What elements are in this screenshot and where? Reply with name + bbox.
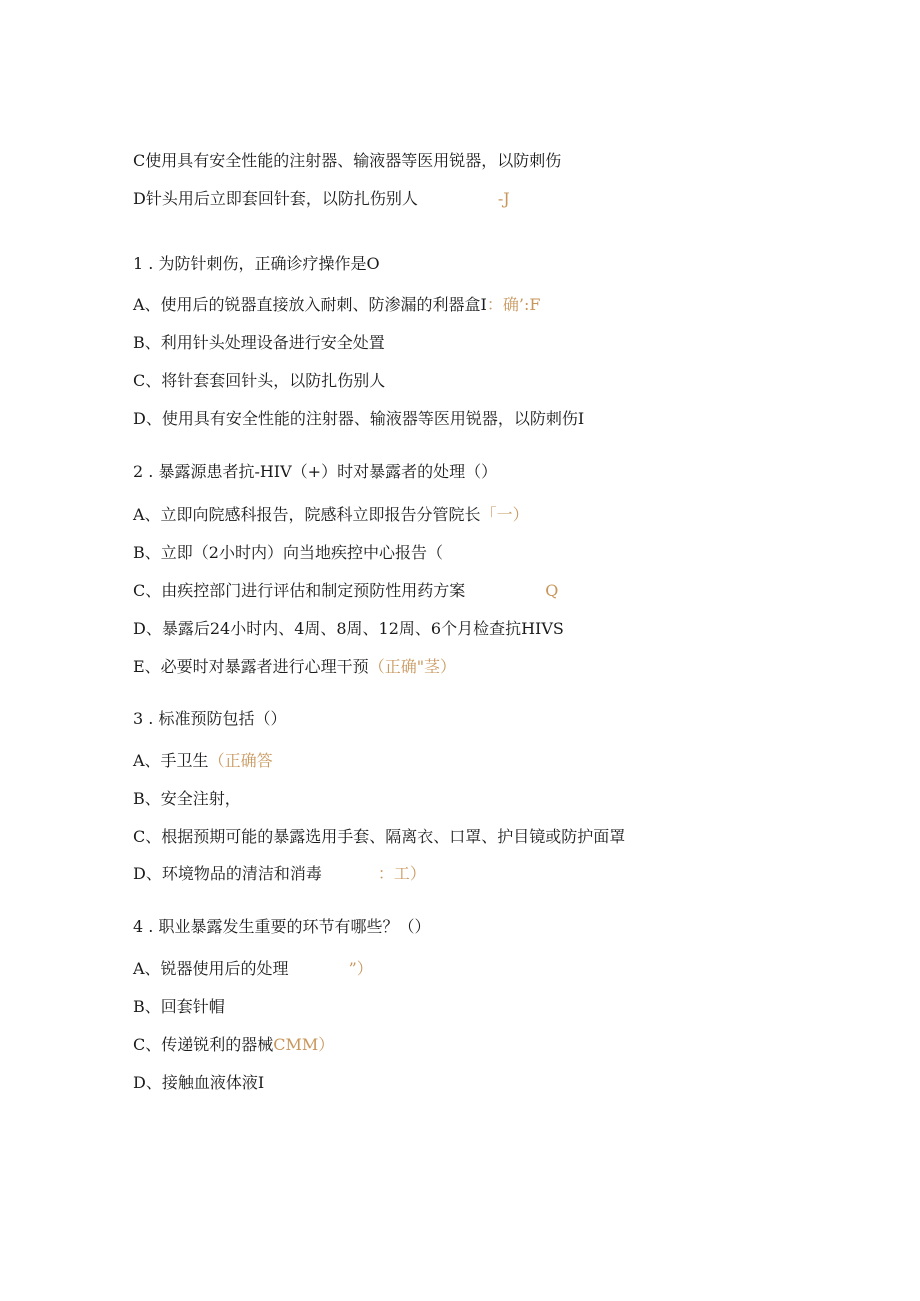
option-text: B、安全注射， <box>133 789 241 808</box>
option-text: C、传递锐利的器械 <box>133 1035 274 1054</box>
q1-option-c <box>133 371 385 391</box>
q3-option-b <box>133 789 241 809</box>
q4-option-b <box>133 997 225 1017</box>
option-text: C使用具有安全性能的注射器、输液器等医用锐器，以防刺伤 <box>133 151 562 170</box>
option-text: D、暴露后24小时内、4周、8周、12周、6个月检查抗HIVS <box>133 619 564 638</box>
handwritten-note: ”） <box>348 959 373 978</box>
q2-option-e <box>133 657 456 677</box>
option-text: A、立即向院感科报告，院感科立即报告分管院长 <box>133 505 481 524</box>
question-3-stem <box>133 709 286 729</box>
option-text: A、锐器使用后的处理 <box>133 959 289 978</box>
option-text: E、必要时对暴露者进行心理干预 <box>133 657 369 676</box>
option-text: B、利用针头处理设备进行安全处置 <box>133 333 385 352</box>
q1-option-a <box>133 295 540 315</box>
q3-option-a <box>133 751 273 771</box>
question-text: 1 . 为防针刺伤，正确诊疗操作是O <box>133 254 380 273</box>
question-text: 4 . 职业暴露发生重要的环节有哪些？（） <box>133 917 431 936</box>
prev-option-c <box>133 151 561 171</box>
q3-option-c <box>133 827 625 847</box>
option-text: A、使用后的锐器直接放入耐刺、防渗漏的利器盒I <box>133 295 487 314</box>
handwritten-note: ：工） <box>377 864 426 883</box>
handwritten-note: CMM） <box>273 1035 335 1054</box>
q3-option-d <box>133 864 426 884</box>
question-2-stem <box>133 462 497 482</box>
q1-option-b <box>133 333 385 353</box>
handwritten-note: （正确"茎） <box>368 657 457 676</box>
option-text: C、根据预期可能的暴露选用手套、隔离衣、口罩、护目镜或防护面罩 <box>133 827 626 846</box>
q1-option-d <box>133 409 584 429</box>
option-text: B、回套针帽 <box>133 997 225 1016</box>
option-text: D针头用后立即套回针套，以防扎伤别人 <box>133 189 418 208</box>
question-text: 3 . 标准预防包括（） <box>133 709 287 728</box>
q4-option-d <box>133 1073 264 1093</box>
prev-option-d <box>133 189 510 209</box>
option-text: C、将针套套回针头，以防扎伤别人 <box>133 371 386 390</box>
q2-option-d <box>133 619 564 639</box>
q2-option-b <box>133 543 443 563</box>
option-text: B、立即（2小时内）向当地疾控中心报告（ <box>133 543 443 562</box>
handwritten-note: 「一） <box>480 505 529 524</box>
question-text: 2 . 暴露源患者抗-HIV（+）时对暴露者的处理（） <box>133 462 498 481</box>
option-text: C、由疾控部门进行评估和制定预防性用药方案 <box>133 581 466 600</box>
option-text: D、接触血液体液I <box>133 1073 265 1092</box>
q2-option-a <box>133 505 529 525</box>
q2-option-c <box>133 581 558 601</box>
question-4-stem <box>133 917 430 937</box>
option-text: D、使用具有安全性能的注射器、输液器等医用锐器，以防刺伤I <box>133 409 585 428</box>
q4-option-c <box>133 1035 334 1055</box>
q4-option-a <box>133 959 373 979</box>
handwritten-note: -J <box>497 189 510 208</box>
handwritten-note: Q <box>545 581 559 600</box>
handwritten-note: （正确答 <box>208 751 273 770</box>
question-1-stem <box>133 254 380 274</box>
option-text: A、手卫生 <box>133 751 209 770</box>
handwritten-note: ：确’:F <box>486 295 541 314</box>
option-text: D、环境物品的清洁和消毒 <box>133 864 322 883</box>
